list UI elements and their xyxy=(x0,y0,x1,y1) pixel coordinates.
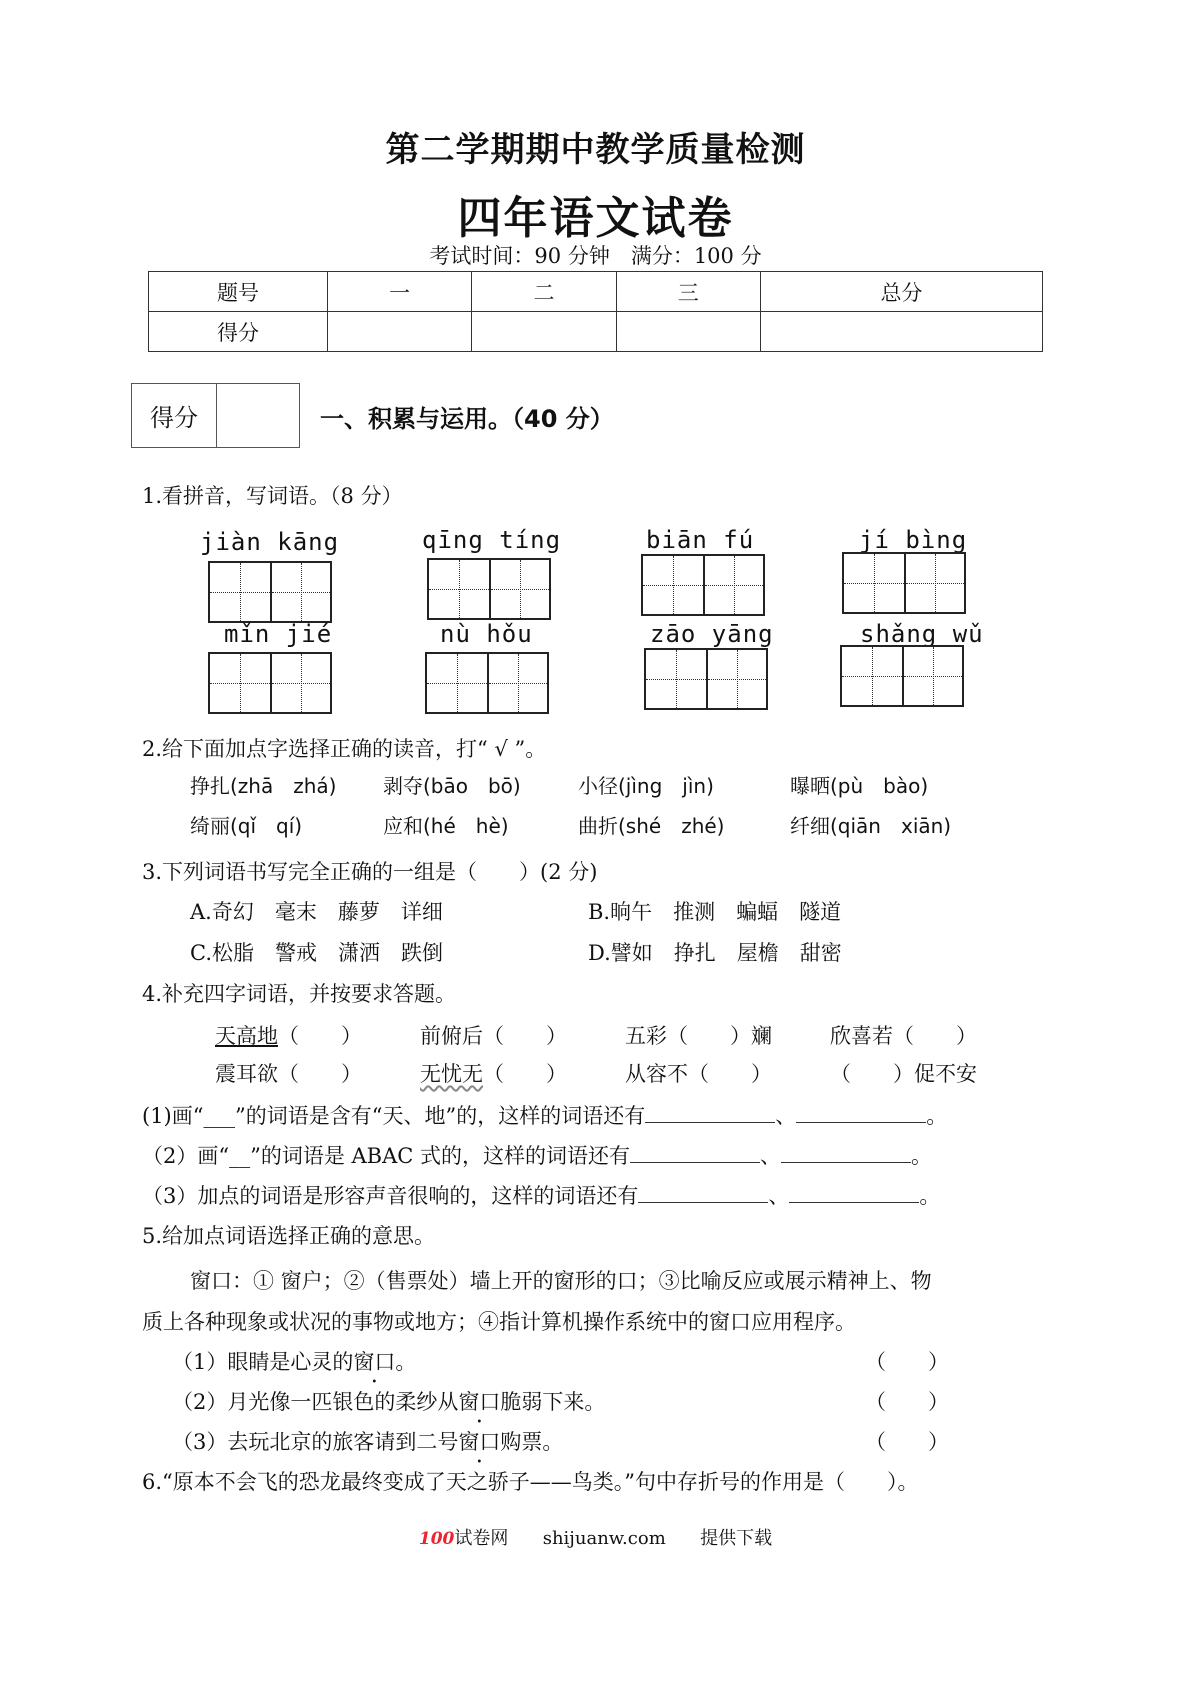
writing-grid[interactable] xyxy=(427,558,551,620)
answer-blank[interactable] xyxy=(789,1184,919,1203)
pinyin: shǎng wǔ xyxy=(860,620,984,648)
reading-item: 绮丽(qǐ qí) xyxy=(190,814,303,838)
exam-info: 考试时间：90 分钟 满分：100 分 xyxy=(429,244,762,268)
answer-blank[interactable] xyxy=(796,1104,926,1123)
q6-prompt: 6.“原本不会飞的恐龙最终变成了天之骄子——鸟类。”句中存折号的作用是（ ）。 xyxy=(142,1470,919,1494)
header-cell: 一 xyxy=(328,272,472,312)
score-table-header-row xyxy=(149,272,1043,312)
idiom-row: 天高地（ ） 前俯后（ ） 五彩（ ）斓 欣喜若（ ） xyxy=(215,1024,977,1048)
reading-item: 挣扎(zhā zhá) xyxy=(190,774,337,798)
site-logo: 100 xyxy=(418,1529,455,1549)
answer-blank[interactable] xyxy=(781,1144,911,1163)
choice-b[interactable]: B.晌午 推测 蝙蝠 隧道 xyxy=(588,900,842,924)
q5-item: （3）去玩北京的旅客请到二号窗口购票。 xyxy=(172,1430,564,1454)
score-table xyxy=(148,271,1043,352)
reading-item: 剥夺(bāo bō) xyxy=(383,774,521,798)
writing-grid[interactable] xyxy=(208,652,332,714)
answer-paren[interactable]: （ ） xyxy=(865,1390,949,1414)
q2-prompt: 2.给下面加点字选择正确的读音，打“ √ ”。 xyxy=(142,737,547,761)
score-cell[interactable] xyxy=(760,312,1042,352)
exam-title: 第二学期期中教学质量检测 xyxy=(385,130,806,170)
idiom-row: 震耳欲（ ） 无忧无（ ） 从容不（ ） （ ）促不安 xyxy=(215,1062,977,1086)
score-cell[interactable] xyxy=(472,312,616,352)
q5-prompt: 5.给加点词语选择正确的意思。 xyxy=(142,1224,436,1248)
pinyin: jí bìng xyxy=(859,526,968,554)
writing-grid[interactable] xyxy=(842,552,966,614)
writing-grid[interactable] xyxy=(425,652,549,714)
score-table-score-row xyxy=(149,312,1043,352)
q4-sub: （2）画“__”的词语是 ABAC 式的，这样的词语还有 、 。 xyxy=(142,1144,933,1168)
reading-item: 应和(hé hè) xyxy=(383,814,509,838)
row-label: 得分 xyxy=(149,312,328,352)
score-cell[interactable] xyxy=(616,312,760,352)
pinyin: zāo yāng xyxy=(650,620,774,648)
answer-paren[interactable]: （ ） xyxy=(865,1350,949,1374)
section-score-field[interactable] xyxy=(217,384,299,447)
header-cell: 二 xyxy=(472,272,616,312)
pinyin: mǐn jié xyxy=(224,620,333,648)
section-score-box xyxy=(131,383,300,448)
definition: 质上各种现象或状况的事物或地方；④指计算机操作系统中的窗口应用程序。 xyxy=(142,1310,856,1334)
header-cell: 总分 xyxy=(760,272,1042,312)
score-cell[interactable] xyxy=(328,312,472,352)
answer-paren[interactable]: （ ） xyxy=(865,1430,949,1454)
q5-item: （2）月光像一匹银色的柔纱从窗口脆弱下来。 xyxy=(172,1390,606,1414)
header-cell: 题号 xyxy=(149,272,328,312)
reading-item: 曝晒(pù bào) xyxy=(790,774,929,798)
footer xyxy=(0,1524,1191,1550)
q4-prompt: 4.补充四字词语，并按要求答题。 xyxy=(142,982,457,1006)
answer-blank[interactable] xyxy=(638,1184,768,1203)
choice-c[interactable]: C.松脂 警戒 潇洒 跌倒 xyxy=(190,941,443,965)
writing-grid[interactable] xyxy=(644,648,768,710)
section-title: 一、积累与运用。（40 分） xyxy=(320,405,614,433)
footer-note: 提供下载 xyxy=(700,1528,773,1549)
pinyin: jiàn kāng xyxy=(200,528,340,556)
writing-grid[interactable] xyxy=(641,554,765,616)
q5-item: （1）眼睛是心灵的窗口。 xyxy=(172,1350,417,1374)
answer-blank[interactable] xyxy=(645,1104,775,1123)
answer-blank[interactable] xyxy=(630,1144,760,1163)
site-url[interactable]: shijuanw.com xyxy=(542,1528,666,1549)
writing-grid[interactable] xyxy=(208,561,332,623)
section-score-label: 得分 xyxy=(132,384,217,447)
reading-item: 纤细(qiān xiān) xyxy=(790,814,952,838)
writing-grid[interactable] xyxy=(840,645,964,707)
site-name: 试卷网 xyxy=(454,1528,509,1549)
q4-sub: （3）加点的词语是形容声音很响的，这样的词语还有 、 。 xyxy=(142,1184,941,1208)
exam-subtitle: 四年语文试卷 xyxy=(457,193,734,244)
pinyin: qīng tíng xyxy=(422,526,562,554)
reading-item: 曲折(shé zhé) xyxy=(578,814,725,838)
q1-prompt: 1.看拼音，写词语。（8 分） xyxy=(142,484,403,508)
q4-sub: (1)画“___”的词语是含有“天、地”的，这样的词语还有 、 。 xyxy=(142,1104,948,1128)
pinyin: biān fú xyxy=(646,526,755,554)
header-cell: 三 xyxy=(616,272,760,312)
choice-a[interactable]: A.奇幻 毫末 藤萝 详细 xyxy=(190,900,443,924)
definition: 窗口：① 窗户；②（售票处）墙上开的窗形的口；③比喻反应或展示精神上、物 xyxy=(190,1269,932,1293)
q3-prompt: 3.下列词语书写完全正确的一组是（ ）(2 分) xyxy=(142,860,598,884)
pinyin: nù hǒu xyxy=(440,620,533,648)
reading-item: 小径(jìng jìn) xyxy=(578,774,714,798)
choice-d[interactable]: D.譬如 挣扎 屋檐 甜密 xyxy=(588,941,842,965)
